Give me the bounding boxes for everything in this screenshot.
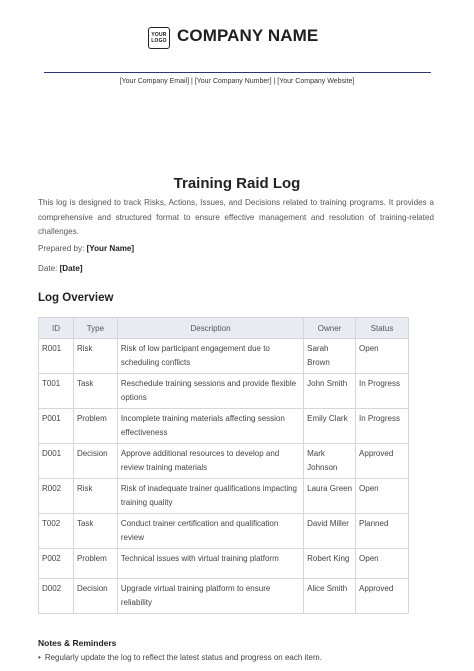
cell-status: Open — [356, 339, 409, 374]
cell-description: Conduct trainer certification and qualification review — [117, 514, 303, 549]
column-header-id: ID — [39, 318, 74, 339]
cell-owner: Robert King — [304, 549, 356, 579]
cell-type: Problem — [73, 549, 117, 579]
cell-type: Decision — [73, 579, 117, 614]
cell-id: P002 — [39, 549, 74, 579]
cell-id: P001 — [39, 409, 74, 444]
cell-type: Task — [73, 374, 117, 409]
cell-description: Reschedule training sessions and provide flexible options — [117, 374, 303, 409]
table-row — [39, 444, 409, 479]
table-row — [39, 409, 409, 444]
cell-status: Approved — [356, 444, 409, 479]
document-header — [0, 24, 474, 54]
table-row — [39, 479, 409, 514]
cell-status: In Progress — [356, 374, 409, 409]
prepared-by — [38, 244, 134, 253]
prepared-by-label: Prepared by: — [38, 244, 85, 253]
cell-description: Upgrade virtual training platform to ensure reliability — [117, 579, 303, 614]
company-contact-line: [Your Company Email] | [Your Company Number] | [Your Company Website] — [119, 78, 355, 85]
cell-id: R001 — [39, 339, 74, 374]
column-header-status: Status — [356, 318, 409, 339]
cell-status: Approved — [356, 579, 409, 614]
column-header-owner: Owner — [304, 318, 356, 339]
raid-log-table — [38, 317, 409, 614]
cell-owner: Emily Clark — [304, 409, 356, 444]
cell-description: Technical issues with virtual training platform — [117, 549, 303, 579]
header-divider — [44, 72, 431, 73]
cell-owner: Laura Green — [304, 479, 356, 514]
cell-description: Approve additional resources to develop and review training materials — [117, 444, 303, 479]
column-header-type: Type — [73, 318, 117, 339]
cell-owner: Sarah Brown — [304, 339, 356, 374]
table-row — [39, 549, 409, 579]
cell-id: D002 — [39, 579, 74, 614]
table-row — [39, 339, 409, 374]
intro-paragraph: This log is designed to track Risks, Actions, Issues, and Decisions related to training programs. It provides a comprehensive and structured format to ensure effective management and resolution of training-related challenges. — [38, 198, 434, 237]
notes-heading: Notes & Reminders — [38, 638, 117, 648]
cell-status: Planned — [356, 514, 409, 549]
date-value: [Date] — [59, 264, 83, 273]
cell-description: Risk of low participant engagement due to scheduling conflicts — [117, 339, 303, 374]
cell-type: Risk — [73, 479, 117, 514]
cell-owner: David Miller — [304, 514, 356, 549]
note-item: • Regularly update the log to reflect the latest status and progress on each item. — [38, 651, 438, 664]
prepared-by-value: [Your Name] — [86, 244, 135, 253]
document-date — [38, 264, 83, 273]
company-name: COMPANY NAME — [177, 26, 319, 45]
cell-owner: Mark Johnson — [304, 444, 356, 479]
cell-id: R002 — [39, 479, 74, 514]
cell-status: Open — [356, 549, 409, 579]
cell-type: Task — [73, 514, 117, 549]
date-label: Date: — [38, 264, 58, 273]
cell-type: Problem — [73, 409, 117, 444]
cell-type: Risk — [73, 339, 117, 374]
table-row — [39, 374, 409, 409]
company-logo-placeholder: YOUR LOGO — [148, 27, 170, 49]
table-header-row — [39, 318, 409, 339]
cell-id: D001 — [39, 444, 74, 479]
cell-status: In Progress — [356, 409, 409, 444]
log-overview-heading: Log Overview — [38, 292, 114, 304]
table-row — [39, 579, 409, 614]
table-row — [39, 514, 409, 549]
cell-description: Risk of inadequate trainer qualifications impacting training quality — [117, 479, 303, 514]
cell-owner: Alice Smith — [304, 579, 356, 614]
cell-status: Open — [356, 479, 409, 514]
notes-list — [38, 651, 438, 664]
cell-id: T001 — [39, 374, 74, 409]
cell-owner: John Smith — [304, 374, 356, 409]
cell-type: Decision — [73, 444, 117, 479]
column-header-description: Description — [117, 318, 303, 339]
cell-id: T002 — [39, 514, 74, 549]
cell-description: Incomplete training materials affecting session effectiveness — [117, 409, 303, 444]
document-title: Training Raid Log — [173, 175, 301, 192]
